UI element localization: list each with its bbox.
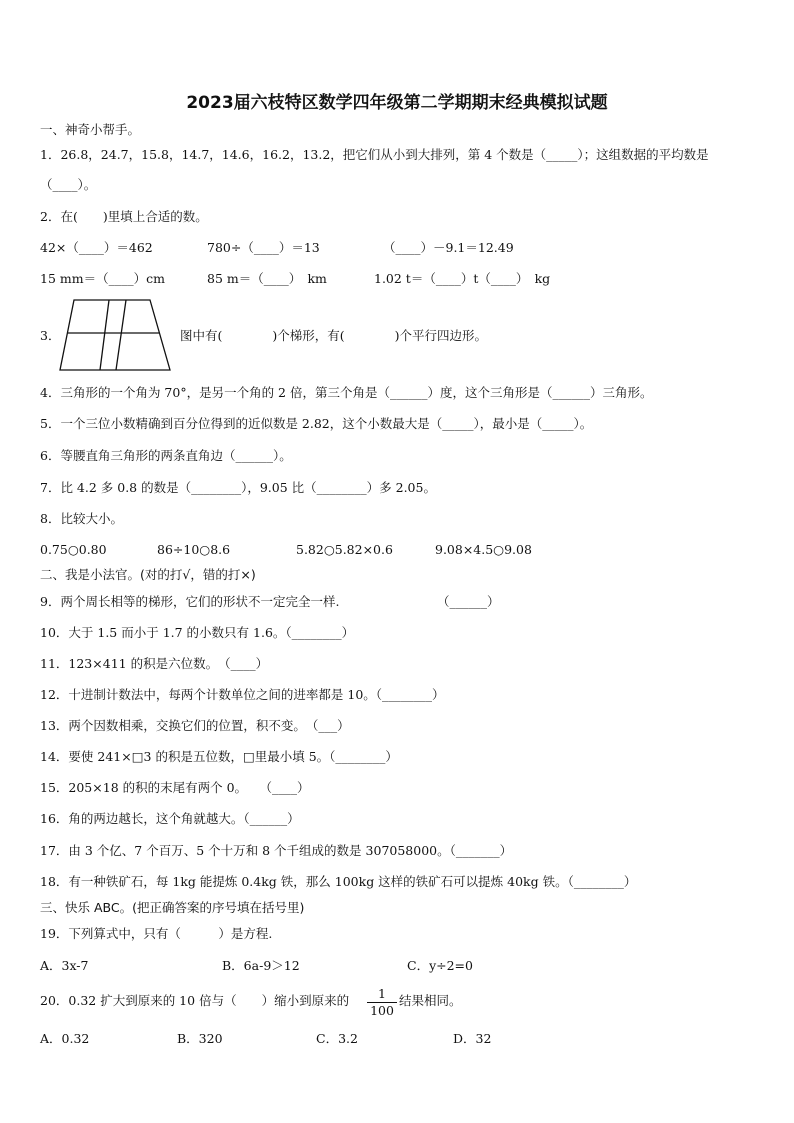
section-2-heading: 二、我是小法官。(对的打√，错的打×) bbox=[40, 567, 256, 582]
question-4: 4．三角形的一个角为 70°，是另一个角的 2 倍，第三个角是（______）度，这个三角形是（______）三角形。 bbox=[40, 385, 653, 400]
question-8-item: 5.82○5.82×0.6 bbox=[296, 542, 393, 557]
question-1-line-2: （____）。 bbox=[40, 177, 97, 192]
question-6: 6．等腰直角三角形的两条直角边（______）。 bbox=[40, 448, 292, 463]
right-slanted-line bbox=[116, 300, 126, 370]
question-20-option-c: C．3.2 bbox=[316, 1031, 358, 1046]
outer-trapezoid bbox=[60, 300, 170, 370]
question-11: 11．123×411 的积是六位数。 （____） bbox=[40, 656, 269, 671]
question-2-item: 780÷（____）＝13 bbox=[207, 240, 320, 255]
question-15: 15．205×18 的积的末尾有两个 0。 （____） bbox=[40, 780, 310, 795]
question-1-line-1: 1．26.8，24.7，15.8，14.7，14.6，16.2，13.2，把它们从小到大排列，第 4 个数是（_____）；这组数据的平均数是 bbox=[40, 147, 709, 162]
question-9-text: 9．两个周长相等的梯形，它们的形状不一定完全一样. bbox=[40, 594, 340, 609]
question-3-number: 3． bbox=[40, 328, 61, 343]
question-8-item: 9.08×4.5○9.08 bbox=[435, 542, 532, 557]
question-10: 10．大于 1.5 而小于 1.7 的小数只有 1.6。（________） bbox=[40, 625, 355, 640]
question-18: 18．有一种铁矿石，每 1kg 能提炼 0.4kg 铁，那么 100kg 这样的铁矿石可以提炼 40kg 铁。（________） bbox=[40, 874, 637, 889]
fraction-one-hundredth bbox=[367, 986, 397, 1019]
question-19-option-c: C．y÷2=0 bbox=[407, 958, 473, 973]
trapezoid-figure bbox=[58, 298, 173, 374]
question-13: 13．两个因数相乘，交换它们的位置，积不变。 （___） bbox=[40, 718, 350, 733]
question-2-item: 1.02 t＝（____）t（____） kg bbox=[374, 271, 551, 286]
question-17: 17．由 3 个亿、7 个百万、5 个十万和 8 个千组成的数是 307058000。（_______） bbox=[40, 843, 513, 858]
question-2-item: （____）－9.1＝12.49 bbox=[383, 240, 514, 255]
question-19-option-b: B．6a-9＞12 bbox=[222, 958, 300, 973]
fraction-numerator: 1 bbox=[367, 986, 397, 1003]
page-title: 2023届六枝特区数学四年级第二学期期末经典模拟试题 bbox=[186, 93, 608, 113]
question-3-text: 图中有( )个梯形，有( )个平行四边形。 bbox=[180, 328, 488, 343]
question-8-item: 86÷10○8.6 bbox=[157, 542, 231, 557]
question-8-item: 0.75○0.80 bbox=[40, 542, 107, 557]
question-20-option-d: D．32 bbox=[453, 1031, 492, 1046]
question-5: 5．一个三位小数精确到百分位得到的近似数是 2.82，这个小数最大是（_____），最小是（_____）。 bbox=[40, 416, 593, 431]
section-3-heading: 三、快乐 ABC。(把正确答案的序号填在括号里) bbox=[40, 900, 305, 915]
left-slanted-line bbox=[100, 300, 109, 370]
question-2-item: 15 mm＝（____）cm bbox=[40, 271, 165, 286]
question-7: 7．比 4.2 多 0.8 的数是（________），9.05 比（________）多 2.05。 bbox=[40, 480, 436, 495]
section-1-heading: 一、神奇小帮手。 bbox=[40, 122, 141, 137]
question-20-stem: 20．0.32 扩大到原来的 10 倍与（ ）缩小到原来的 bbox=[40, 993, 350, 1008]
question-19-stem: 19．下列算式中，只有（ ）是方程. bbox=[40, 926, 273, 941]
question-2-item: 85 m＝（____） km bbox=[207, 271, 327, 286]
question-2-stem: 2．在( )里填上合适的数。 bbox=[40, 209, 208, 224]
question-20-option-b: B．320 bbox=[177, 1031, 223, 1046]
question-12: 12．十进制计数法中，每两个计数单位之间的进率都是 10。（________） bbox=[40, 687, 445, 702]
question-9-blank: （______） bbox=[437, 594, 500, 609]
question-2-item: 42×（____）＝462 bbox=[40, 240, 153, 255]
question-19-option-a: A．3x-7 bbox=[40, 958, 89, 973]
question-20-stem-end: 结果相同。 bbox=[399, 993, 462, 1008]
question-14: 14．要使 241×□3 的积是五位数，□里最小填 5。（________） bbox=[40, 749, 398, 764]
fraction-denominator: 100 bbox=[370, 1003, 394, 1018]
question-16: 16．角的两边越长，这个角就越大。（______） bbox=[40, 811, 300, 826]
question-20-option-a: A．0.32 bbox=[40, 1031, 90, 1046]
question-8-stem: 8．比较大小。 bbox=[40, 511, 123, 526]
